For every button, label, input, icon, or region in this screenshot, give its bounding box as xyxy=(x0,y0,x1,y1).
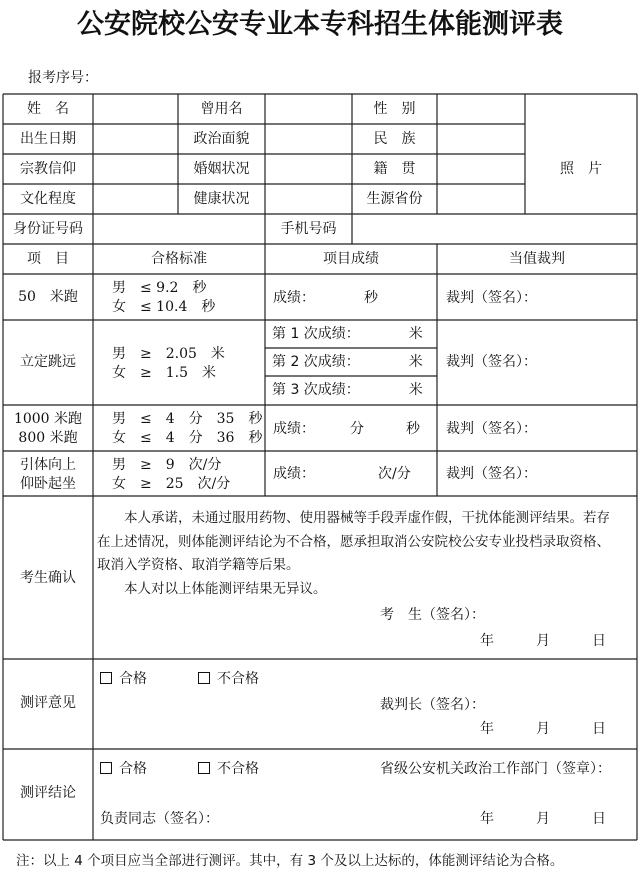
conclusion-pass-option[interactable] xyxy=(100,760,147,778)
result-field: 成绩： 分 秒 xyxy=(273,421,420,437)
attempt-result: 第 1 次成绩： 米 xyxy=(272,326,423,342)
judge-signature: 裁判（签名）： xyxy=(446,290,537,306)
pledge-line: 在上述情况，则体能测评结论为不合格，愿承担取消公安院校公安专业投档录取资格、 xyxy=(97,533,610,550)
standard-female: 女 ≤ 4 分 36 秒 xyxy=(112,430,263,446)
item-name: 立定跳远 xyxy=(20,354,76,370)
marital-status-label: 婚姻状况 xyxy=(193,161,250,177)
origin-province-label: 生源省份 xyxy=(366,191,423,207)
result-field: 成绩： 次/分 xyxy=(273,466,411,482)
form-title: 公安院校公安专业本专科招生体能测评表 xyxy=(77,9,563,40)
photo-label: 照 片 xyxy=(560,161,602,177)
standard-male: 男 ≤ 9.2 秒 xyxy=(112,280,207,296)
item-name-female: 仰卧起坐 xyxy=(20,476,76,492)
conclusion-fail-option[interactable] xyxy=(198,760,259,778)
chief-judge-signature: 裁判长（签名）： xyxy=(380,697,485,713)
item-name: 引体向上 xyxy=(20,457,76,473)
standard-female: 女 ≥ 1.5 米 xyxy=(112,365,216,381)
header-standard: 合格标准 xyxy=(151,251,207,267)
conclusion-date: 年 月 日 xyxy=(480,811,606,827)
judge-signature: 裁判（签名）： xyxy=(446,466,537,482)
phone-label: 手机号码 xyxy=(280,221,337,237)
serial-number-label: 报考序号： xyxy=(28,70,98,86)
no-objection-line: 本人对以上体能测评结果无异议。 xyxy=(124,580,327,597)
opinion-date: 年 月 日 xyxy=(480,721,606,737)
item-name: 50 米跑 xyxy=(18,289,78,305)
opinion-pass-option[interactable] xyxy=(100,670,147,688)
candidate-date: 年 月 日 xyxy=(480,633,606,649)
standard-male: 男 ≥ 9 次/分 xyxy=(112,457,222,473)
header-item: 项 目 xyxy=(27,251,69,267)
religion-label: 宗教信仰 xyxy=(20,161,76,177)
item-name: 1000 米跑 xyxy=(13,411,83,427)
opinion-label: 测评意见 xyxy=(20,695,76,711)
fail-checkbox[interactable] xyxy=(198,762,210,774)
opinion-fail-option[interactable] xyxy=(198,670,259,688)
pass-label: 合格 xyxy=(119,761,147,777)
result-field: 成绩： 秒 xyxy=(273,290,378,306)
header-judge: 当值裁判 xyxy=(509,251,565,267)
pledge-line: 取消入学资格、取消学籍等后果。 xyxy=(97,557,300,573)
standard-female: 女 ≤ 10.4 秒 xyxy=(112,299,216,315)
fail-label: 不合格 xyxy=(217,671,259,687)
fail-checkbox[interactable] xyxy=(198,672,210,684)
attempt-result: 第 3 次成绩： 米 xyxy=(272,382,423,398)
pass-checkbox[interactable] xyxy=(100,762,112,774)
conclusion-label: 测评结论 xyxy=(20,785,76,801)
health-label: 健康状况 xyxy=(193,191,250,207)
pass-label: 合格 xyxy=(119,671,147,687)
item-name-female: 800 米跑 xyxy=(18,430,78,446)
native-place-label: 籍 贯 xyxy=(373,161,416,177)
candidate-signature: 考 生（签名）： xyxy=(380,607,485,623)
political-status-label: 政治面貌 xyxy=(193,131,250,147)
education-label: 文化程度 xyxy=(20,191,76,207)
birth-date-label: 出生日期 xyxy=(20,131,76,147)
fail-label: 不合格 xyxy=(217,761,259,777)
judge-signature: 裁判（签名）： xyxy=(446,421,537,437)
pledge-line: 本人承诺，未通过服用药物、使用器械等手段弄虚作假，干扰体能测评结果。若存 xyxy=(124,510,610,526)
judge-signature: 裁判（签名）： xyxy=(446,354,537,370)
department-seal: 省级公安机关政治工作部门（签章）： xyxy=(380,761,611,777)
ethnicity-label: 民 族 xyxy=(373,131,416,147)
footnote: 注：以上 4 个项目应当全部进行测评。其中，有 3 个及以上达标的，体能测评结论为合格。 xyxy=(16,853,564,869)
pledge-text xyxy=(97,507,637,601)
confirm-label: 考生确认 xyxy=(20,570,76,586)
header-result: 项目成绩 xyxy=(323,251,379,267)
name-label: 姓 名 xyxy=(27,101,69,117)
standard-male: 男 ≥ 2.05 米 xyxy=(112,346,225,362)
responsible-signature: 负责同志（签名）： xyxy=(100,811,219,827)
pass-checkbox[interactable] xyxy=(100,672,112,684)
gender-label: 性 别 xyxy=(373,101,416,117)
former-name-label: 曾用名 xyxy=(200,101,243,117)
standard-male: 男 ≤ 4 分 35 秒 xyxy=(112,411,263,427)
attempt-result: 第 2 次成绩： 米 xyxy=(272,354,423,370)
standard-female: 女 ≥ 25 次/分 xyxy=(112,476,231,492)
id-number-label: 身份证号码 xyxy=(13,221,83,237)
